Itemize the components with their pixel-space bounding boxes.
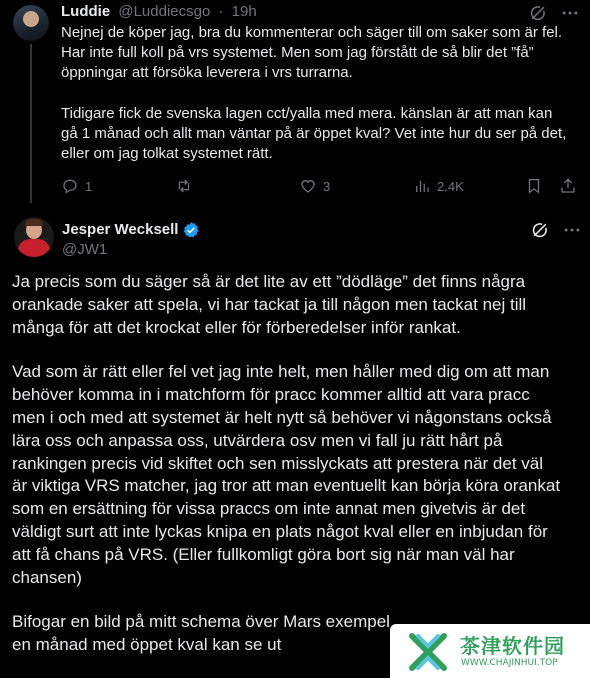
- thread-connector-line: [30, 44, 32, 203]
- main-paragraph: Vad som är rätt eller fel vet jag inte helt, men håller med dig om att man behöver komma in i matchform för pracc kommer alltid att vara pracc men i och med att systemet är helt nytt så behöver vi någonstans också lära oss och anpassa oss, utvärdera osv men vi fall ju rätt hårt på rankingen precis vid skiftet och sen misslyckats att prestera när det väl är viktiga VRS matcher, jag tror att man eventuellt kan börja köra orankat som en ersättning för vissa praccs om inte annat men givetvis är det väldigt surt att inte lyckas knipa en plats något kval eller en inbjudan för att få chans på VRS. (Eller fullkomligt göra bort sig när man väl har chansen): [12, 362, 561, 587]
- grok-icon[interactable]: [530, 220, 550, 240]
- reply-text: [61, 23, 581, 164]
- action-bar: [61, 176, 581, 196]
- watermark-url: WWW.CHAJINHUI.TOP: [461, 658, 558, 668]
- repost-button[interactable]: [175, 176, 199, 196]
- author-name[interactable]: Luddie: [61, 3, 111, 20]
- views-icon: [413, 177, 431, 195]
- main-tweet-text: [12, 271, 578, 657]
- like-button[interactable]: [299, 176, 330, 196]
- watermark-logo-icon: [406, 630, 450, 674]
- bookmark-icon: [525, 177, 543, 195]
- more-icon[interactable]: [560, 3, 580, 23]
- main-paragraph: Ja precis som du säger så är det lite av ett ”dödläge” det finns några orankade saker att spela, vi har tackat ja till någon men tackat nej till många för att det krockat eller för förberedelser inför rankat.: [12, 272, 527, 337]
- verified-badge-icon: [182, 221, 200, 239]
- watermark: [390, 624, 590, 678]
- timestamp[interactable]: 19h: [231, 3, 257, 20]
- author-name-row: [62, 220, 200, 240]
- more-icon[interactable]: [562, 220, 582, 240]
- avatar[interactable]: [13, 5, 49, 41]
- author-name[interactable]: Jesper Wecksell: [62, 221, 179, 238]
- avatar[interactable]: [14, 217, 54, 257]
- views-button[interactable]: [413, 176, 464, 196]
- watermark-title: 茶津软件园: [460, 634, 565, 658]
- author-handle[interactable]: @JW1: [62, 241, 108, 258]
- main-tweet-header: [0, 210, 590, 266]
- repost-icon: [175, 177, 193, 195]
- reply-icon: [61, 177, 79, 195]
- share-icon: [559, 177, 577, 195]
- bookmark-button[interactable]: [525, 176, 543, 196]
- separator-dot: ·: [218, 3, 224, 20]
- reply-header: [61, 2, 257, 22]
- reply-paragraph: Tidigare fick de svenska lagen cct/yalla med mera. känslan är att man kan gå 1 månad och allt man väntar på är öppet kval? Vet inte hur du ser på det, eller om jag tolkat systemet rätt.: [61, 105, 567, 162]
- author-handle[interactable]: @Luddiecsgo: [118, 3, 211, 20]
- like-icon: [299, 177, 317, 195]
- reply-count: 1: [85, 178, 93, 194]
- reply-tweet[interactable]: [0, 0, 590, 203]
- like-count: 3: [323, 178, 331, 194]
- grok-icon[interactable]: [528, 3, 548, 23]
- reply-paragraph: Nejnej de köper jag, bra du kommenterar och säger till om saker som är fel. Har inte full koll på vrs systemet. Men som jag förstått de så blir det ”få” öppningar att försöka leverera i vrs turrarna.: [61, 24, 563, 81]
- views-count: 2.4K: [437, 178, 464, 194]
- reply-button[interactable]: [61, 176, 92, 196]
- main-paragraph: Bifogar en bild på mitt schema över Mars exempel en månad med öppet kval kan se ut: [12, 612, 390, 655]
- share-button[interactable]: [559, 176, 577, 196]
